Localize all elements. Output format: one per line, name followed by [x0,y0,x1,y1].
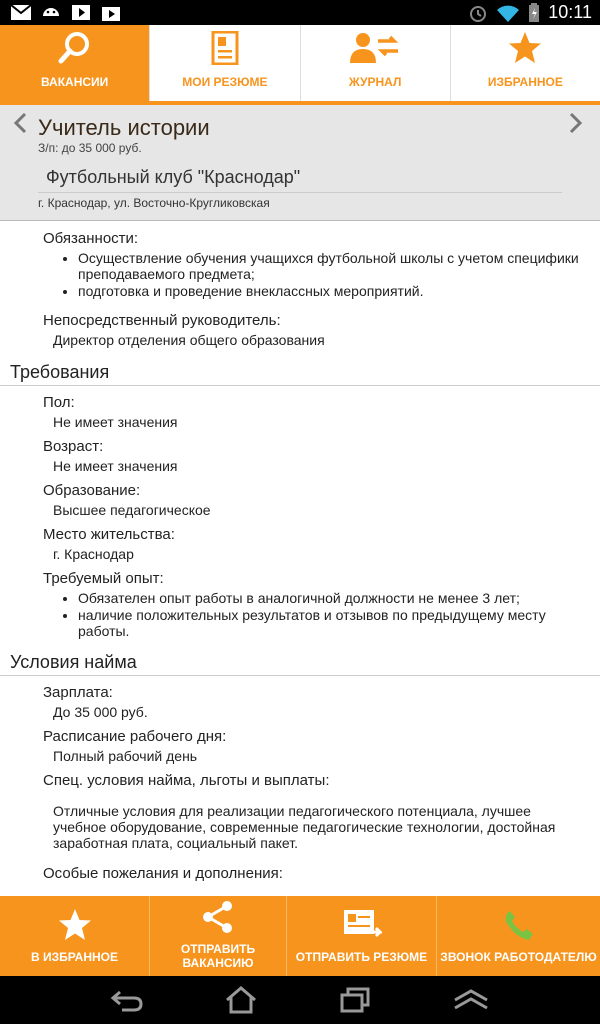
send-resume-button[interactable] [287,896,437,976]
age-label: Возраст: [43,438,104,455]
gender-value: Не имеет значения [53,414,178,430]
duties-label: Обязанности: [43,230,139,247]
wifi-icon [496,3,520,23]
action-label: ЗВОНОК РАБОТОДАТЕЛЮ [440,950,597,964]
play-store-icon [70,2,92,22]
schedule-value: Полный рабочий день [53,748,198,764]
add-to-favorites-button[interactable] [0,896,150,976]
status-bar [0,0,600,25]
tab-label: ИЗБРАННОЕ [487,75,563,89]
system-nav-bar [0,976,600,1024]
tab-journal[interactable] [301,25,451,101]
star-icon [58,908,92,942]
list-item: • наличие положительных результатов и отзывов по предыдущему месту работы. [78,607,600,639]
action-bar [0,896,600,976]
gender-label: Пол: [43,394,75,411]
share-icon [201,900,235,934]
send-resume-icon [342,908,382,942]
schedule-label: Расписание рабочего дня: [43,728,227,745]
tab-label: ВАКАНСИИ [40,75,109,89]
android-icon [40,2,62,22]
special-conditions-label: Спец. условия найма, льготы и выплаты: [43,772,330,789]
wishes-label: Особые пожелания и дополнения: [43,865,283,882]
action-label: ОТПРАВИТЬ РЕЗЮМЕ [295,950,428,964]
tab-label: МОИ РЕЗЮМЕ [182,75,268,89]
star-icon [508,31,542,65]
top-tabs [0,25,600,105]
store-bag-icon [100,2,122,22]
job-address: г. Краснодар, ул. Восточно-Кругликовская [38,196,270,210]
back-icon[interactable] [110,986,144,1014]
chevron-right-icon[interactable] [568,111,584,135]
experience-list [0,590,600,639]
special-conditions-value: Отличные условия для реализации педагогического потенциала, лучшее учебное оборудование, современные педагогические технологии, достойная заработная плата, социальный пакет. [53,803,556,851]
list-item: • Осуществление обучения учащихся футбольной школы с учетом специфики преподаваемого предмета; [78,250,600,282]
salary-label: Зарплата: [43,684,113,701]
conditions-heading: Условия найма [0,652,600,676]
age-value: Не имеет значения [53,458,178,474]
search-icon [58,31,92,65]
tab-label: ЖУРНАЛ [348,75,402,89]
residence-value: г. Краснодар [53,546,134,562]
tab-favorites[interactable] [451,25,600,101]
job-salary: З/п: до 35 000 руб. [38,141,142,155]
list-item: • Обязателен опыт работы в аналогичной должности не менее 3 лет; [78,590,600,606]
job-title: Учитель истории [38,115,210,140]
gmail-icon [10,2,32,22]
manager-value: Директор отделения общего образования [53,332,325,348]
call-employer-button[interactable] [437,896,600,976]
tab-my-resumes[interactable] [150,25,300,101]
alarm-icon [468,3,488,23]
tab-vacancies[interactable] [0,25,150,101]
job-details[interactable] [0,222,600,896]
company-name[interactable]: Футбольный клуб "Краснодар" [38,167,562,193]
phone-icon [502,908,536,942]
residence-label: Место жительства: [43,526,175,543]
send-vacancy-button[interactable] [150,896,287,976]
clock: 10:11 [548,2,592,22]
duties-list [0,250,600,299]
recent-apps-icon[interactable] [338,986,372,1014]
battery-icon [528,3,540,23]
journal-icon [350,31,400,65]
resume-icon [211,31,239,65]
education-label: Образование: [43,482,141,499]
list-item: • подготовка и проведение внеклассных мероприятий. [78,283,600,299]
requirements-heading: Требования [0,362,600,386]
manager-label: Непосредственный руководитель: [43,312,281,329]
action-label: В ИЗБРАННОЕ [30,950,119,964]
job-header [0,105,600,221]
salary-value: До 35 000 руб. [53,704,148,720]
education-value: Высшее педагогическое [53,502,211,518]
menu-up-icon[interactable] [452,986,490,1014]
experience-label: Требуемый опыт: [43,570,164,587]
action-label: ОТПРАВИТЬ ВАКАНСИЮ [180,942,256,970]
home-icon[interactable] [224,986,258,1014]
chevron-left-icon[interactable] [12,111,28,135]
